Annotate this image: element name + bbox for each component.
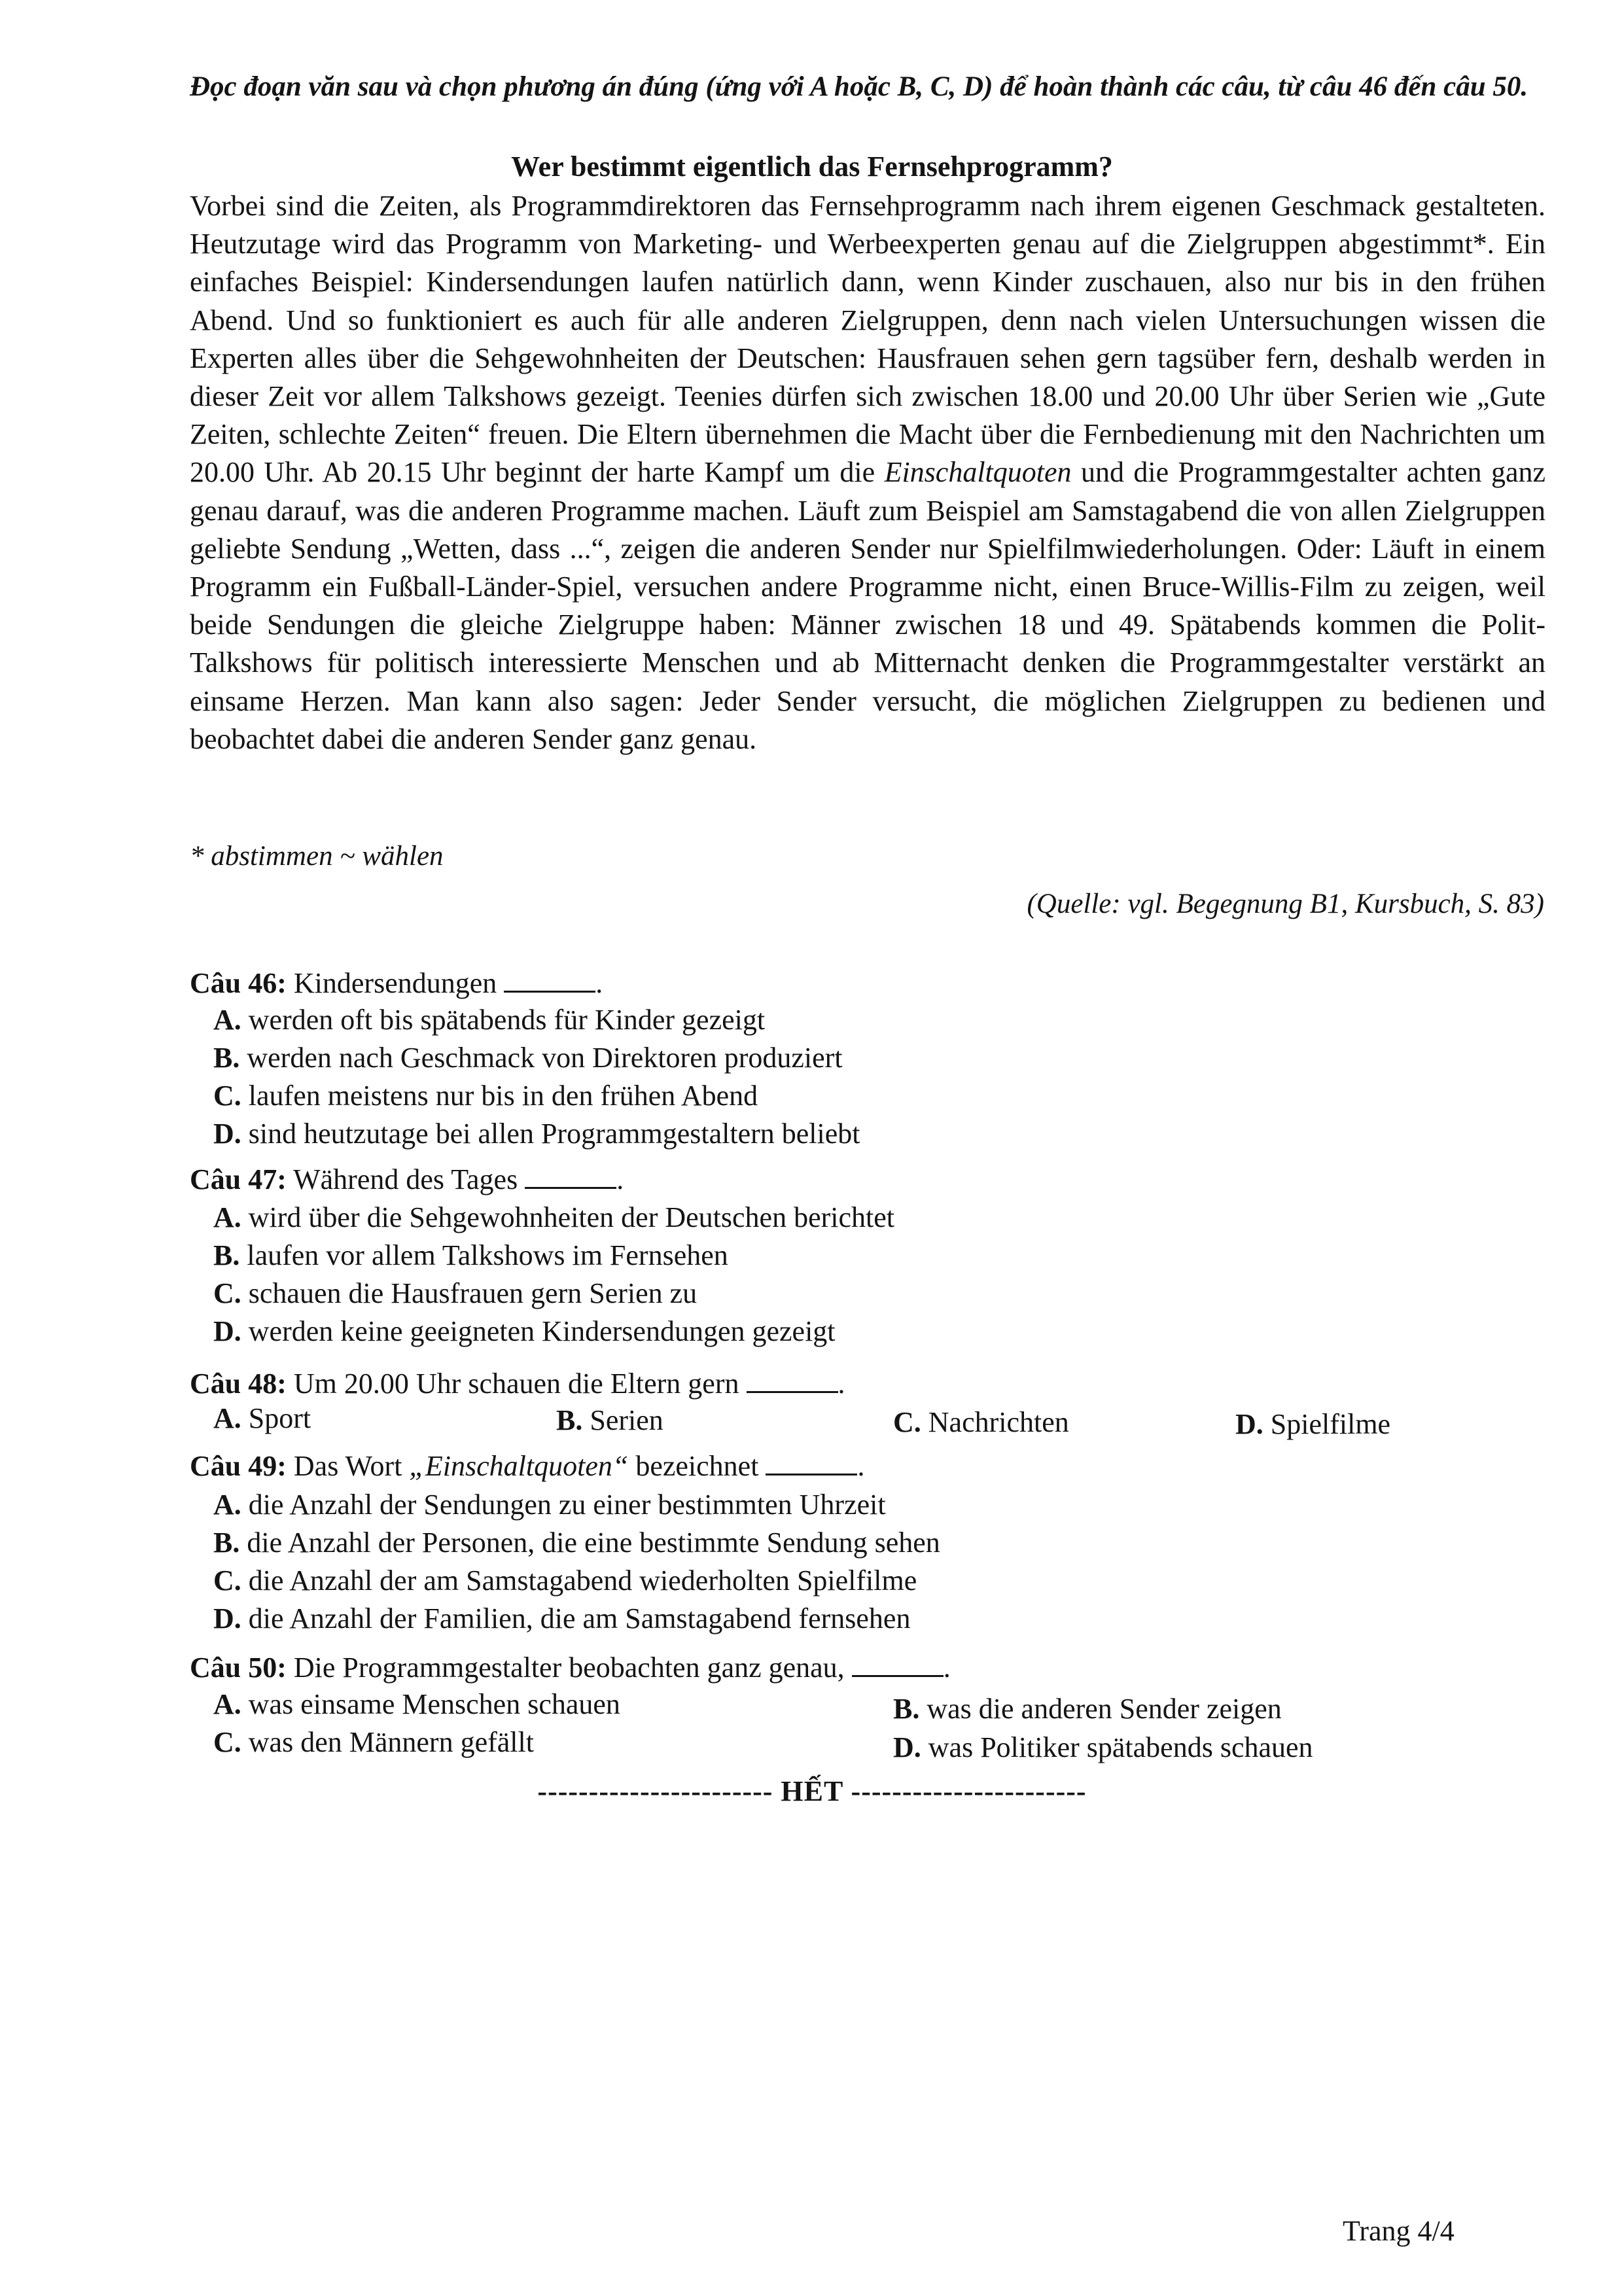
option-letter: B. bbox=[213, 1239, 240, 1271]
option-text: die Anzahl der Familien, die am Samstagabend fernsehen bbox=[241, 1602, 911, 1634]
option-letter: D. bbox=[893, 1731, 921, 1763]
option-text: was Politiker spätabends schauen bbox=[921, 1731, 1313, 1763]
option-50-b[interactable] bbox=[893, 1691, 1282, 1727]
option-text: Sport bbox=[241, 1402, 311, 1434]
option-46-a[interactable] bbox=[213, 1002, 765, 1038]
option-letter: C. bbox=[893, 1406, 921, 1438]
option-text: schauen die Hausfrauen gern Serien zu bbox=[241, 1277, 697, 1309]
option-text: die Anzahl der Personen, die eine bestimmte Sendung sehen bbox=[239, 1527, 940, 1559]
period: . bbox=[616, 1163, 624, 1195]
option-46-d[interactable] bbox=[213, 1116, 860, 1152]
option-letter: B. bbox=[213, 1527, 240, 1559]
period: . bbox=[838, 1368, 845, 1400]
option-47-a[interactable] bbox=[213, 1199, 894, 1236]
option-text: was einsame Menschen schauen bbox=[241, 1688, 620, 1720]
option-text: Spielfilme bbox=[1263, 1408, 1391, 1440]
option-text: die Anzahl der Sendungen zu einer bestimmten Uhrzeit bbox=[241, 1489, 886, 1521]
option-49-b[interactable] bbox=[213, 1525, 940, 1561]
option-letter: D. bbox=[213, 1315, 241, 1347]
option-letter: C. bbox=[213, 1726, 241, 1758]
question-label: Câu 48: bbox=[190, 1368, 287, 1400]
option-letter: A. bbox=[213, 1489, 241, 1521]
option-text: Serien bbox=[582, 1404, 663, 1436]
option-letter: D. bbox=[213, 1602, 241, 1634]
question-48 bbox=[190, 1365, 845, 1402]
option-46-b[interactable] bbox=[213, 1040, 843, 1076]
passage-text bbox=[190, 187, 1545, 758]
option-47-c[interactable] bbox=[213, 1275, 697, 1312]
question-50 bbox=[190, 1649, 951, 1686]
option-46-c[interactable] bbox=[213, 1078, 758, 1114]
period: . bbox=[857, 1450, 865, 1482]
passage-title: Wer bestimmt eigentlich das Fernsehprogramm? bbox=[511, 150, 1113, 183]
question-label: Câu 50: bbox=[190, 1651, 287, 1684]
option-text: wird über die Sehgewohnheiten der Deutschen berichtet bbox=[241, 1201, 894, 1233]
option-letter: C. bbox=[213, 1080, 241, 1112]
question-stem-pre: Das Wort bbox=[286, 1450, 410, 1482]
option-text: werden nach Geschmack von Direktoren produziert bbox=[239, 1042, 843, 1074]
question-label: Câu 46: bbox=[190, 967, 287, 999]
question-stem: Während des Tages bbox=[286, 1163, 525, 1195]
option-letter: C. bbox=[213, 1564, 241, 1597]
page-number: Trang 4/4 bbox=[1343, 2215, 1455, 2247]
option-letter: A. bbox=[213, 1004, 241, 1036]
option-letter: A. bbox=[213, 1402, 241, 1434]
passage-text-part2: und die Programmgestalter achten ganz genau darauf, was die anderen Programme machen. Läuft zum Beispiel am Samstagabend die von allen Zielgruppen geliebte Sendung „Wetten, dass ...“, zeigen die anderen Sender nur Spielfilmwiederholungen. Oder: Läuft in einem Programm ein Fußball-Länder-Spiel, versuchen andere Programme nicht, einen Bruce-Willis-Film zu zeigen, weil beide Sendungen die gleiche Zielgruppe haben: Männer zwischen 18 und 49. Spätabends kommen die Polit-Talkshows für politisch interessierte Menschen und ab Mitternacht denken die Programmgestalter verstärkt an einsame Herzen. Man kann also sagen: Jeder Sender versucht, die möglichen Zielgruppen zu bedienen und beobachtet dabei die anderen Sender ganz genau. bbox=[190, 456, 1546, 755]
option-50-c[interactable] bbox=[213, 1724, 534, 1761]
period: . bbox=[943, 1651, 951, 1684]
option-letter: B. bbox=[556, 1404, 583, 1436]
option-text: laufen vor allem Talkshows im Fernsehen bbox=[239, 1239, 728, 1271]
source-citation: (Quelle: vgl. Begegnung B1, Kursbuch, S. 83) bbox=[1027, 889, 1544, 919]
instruction: Đọc đoạn văn sau và chọn phương án đúng (ứng với A hoặc B, C, D) để hoàn thành các câu, từ câu 46 đến câu 50. bbox=[190, 71, 1528, 102]
option-text: was den Männern gefällt bbox=[241, 1726, 534, 1758]
question-46 bbox=[190, 964, 603, 1002]
option-letter: D. bbox=[213, 1118, 241, 1150]
option-text: was die anderen Sender zeigen bbox=[919, 1693, 1282, 1725]
question-stem-keyword: „Einschaltquoten“ bbox=[409, 1450, 629, 1482]
option-47-d[interactable] bbox=[213, 1313, 836, 1350]
answer-blank bbox=[852, 1649, 944, 1677]
answer-blank bbox=[525, 1161, 616, 1189]
question-label: Câu 49: bbox=[190, 1450, 287, 1482]
option-letter: A. bbox=[213, 1201, 241, 1233]
question-label: Câu 47: bbox=[190, 1163, 287, 1195]
answer-blank bbox=[766, 1447, 857, 1475]
question-stem: Kindersendungen bbox=[286, 967, 504, 999]
option-text: Nachrichten bbox=[921, 1406, 1069, 1438]
end-marker: ----------------------- HẾT ----------------------- bbox=[537, 1775, 1087, 1807]
option-48-b[interactable] bbox=[556, 1402, 663, 1439]
option-letter: C. bbox=[213, 1277, 241, 1309]
option-48-c[interactable] bbox=[893, 1404, 1069, 1441]
option-48-a[interactable] bbox=[213, 1400, 311, 1437]
option-text: sind heutzutage bei allen Programmgestaltern beliebt bbox=[241, 1118, 860, 1150]
question-stem: Um 20.00 Uhr schauen die Eltern gern bbox=[286, 1368, 747, 1400]
option-letter: A. bbox=[213, 1688, 241, 1720]
passage-text-part1: Vorbei sind die Zeiten, als Programmdirektoren das Fernsehprogramm nach ihrem eigenen Geschmack gestalteten. Heutzutage wird das Programm von Marketing- und Werbeexperten genau auf die Zielgruppen abgestimmt*. Ein einfaches Beispiel: Kindersendungen laufen natürlich dann, wenn Kinder zuschauen, also nur bis in den frühen Abend. Und so funktioniert es auch für alle anderen Zielgruppen, denn nach vielen Untersuchungen wissen die Experten alles über die Sehgewohnheiten der Deutschen: Hausfrauen sehen gern tagsüber fern, deshalb werden in dieser Zeit vor allem Talkshows gezeigt. Teenies dürfen sich zwischen 18.00 und 20.00 Uhr über Serien wie „Gute Zeiten, schlechte Zeiten“ freuen. Die Eltern übernehmen die Macht über die Fernbedienung mit den Nachrichten um 20.00 Uhr. Ab 20.15 Uhr beginnt der harte Kampf um die bbox=[190, 190, 1545, 489]
option-49-d[interactable] bbox=[213, 1600, 910, 1637]
option-letter: B. bbox=[213, 1042, 240, 1074]
option-text: werden oft bis spätabends für Kinder gezeigt bbox=[241, 1004, 766, 1036]
option-text: die Anzahl der am Samstagabend wiederholten Spielfilme bbox=[241, 1564, 917, 1597]
question-stem: Die Programmgestalter beobachten ganz genau, bbox=[286, 1651, 852, 1684]
option-letter: B. bbox=[893, 1693, 920, 1725]
passage-keyword: Einschaltquoten bbox=[884, 456, 1072, 489]
option-49-a[interactable] bbox=[213, 1487, 886, 1523]
footnote: * abstimmen ~ wählen bbox=[190, 841, 444, 872]
option-letter: D. bbox=[1235, 1408, 1263, 1440]
question-49 bbox=[190, 1447, 864, 1485]
option-50-d[interactable] bbox=[893, 1729, 1313, 1766]
period: . bbox=[595, 967, 603, 999]
answer-blank bbox=[747, 1365, 838, 1393]
option-49-c[interactable] bbox=[213, 1563, 917, 1599]
option-50-a[interactable] bbox=[213, 1686, 620, 1723]
option-48-d[interactable] bbox=[1235, 1406, 1390, 1443]
question-stem-post: bezeichnet bbox=[628, 1450, 766, 1482]
option-47-b[interactable] bbox=[213, 1237, 728, 1274]
answer-blank bbox=[504, 964, 595, 993]
question-47 bbox=[190, 1161, 624, 1198]
option-text: werden keine geeigneten Kindersendungen gezeigt bbox=[241, 1315, 836, 1347]
option-text: laufen meistens nur bis in den frühen Abend bbox=[241, 1080, 758, 1112]
